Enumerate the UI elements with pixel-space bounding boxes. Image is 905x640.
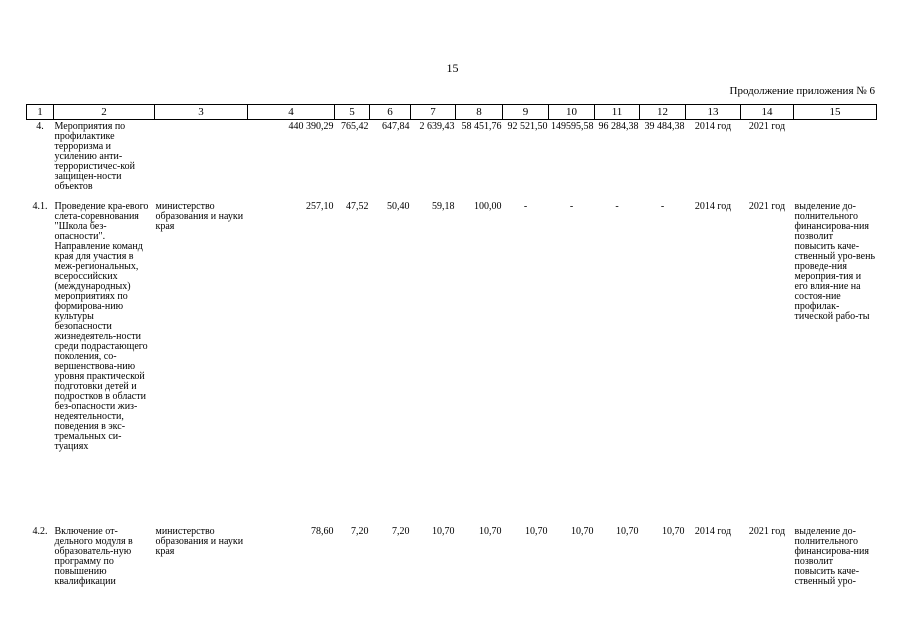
row-year-value: 765,42: [341, 121, 369, 132]
row-end-year: 2021 год: [748, 121, 786, 132]
row-year-value: 10,70: [616, 525, 639, 537]
row-result: выделение до-полнительного финансирова-ния позволит повысить каче-ственный уро-: [794, 525, 869, 587]
header-cell: 6: [370, 105, 411, 120]
row-year-value: 59,18: [432, 200, 455, 212]
continuation-label: Продолжение приложения № 6: [729, 85, 875, 97]
row-start-year: 2014 год: [694, 200, 732, 212]
row-year-value: 100,00: [474, 200, 502, 212]
row-total: 440 390,29: [288, 121, 334, 132]
header-cell: 9: [503, 105, 549, 120]
header-cell: 5: [335, 105, 370, 120]
row-index: 4.1.: [32, 200, 48, 212]
table-row: [27, 200, 877, 525]
header-cell: 10: [549, 105, 595, 120]
row-year-value: 96 284,38: [598, 121, 639, 132]
row-name: Включение от-дельного модуля в образователь-ную программу по повышению квалификации: [54, 525, 133, 587]
header-row: [27, 105, 877, 120]
page-number: 15: [446, 61, 459, 75]
row-year-value: 10,70: [662, 525, 685, 537]
header-cell: 13: [686, 105, 741, 120]
row-name: Мероприятия по профилактике терроризма и усилению анти-террористичес-кой защищен-ности объектов: [54, 121, 136, 192]
row-executor: министерство образования и науки края: [155, 200, 244, 232]
row-start-year: 2014 год: [694, 121, 732, 132]
table-row: [27, 525, 877, 615]
header-cell: 2: [54, 105, 155, 120]
row-start-year: 2014 год: [694, 525, 732, 537]
row-year-value: 10,70: [432, 525, 455, 537]
row-year-value: 47,52: [346, 200, 369, 212]
row-year-value: 7,20: [351, 525, 369, 537]
row-result: [794, 120, 877, 200]
row-year-value: 149595,58: [551, 121, 594, 132]
table-row: [27, 120, 877, 200]
header-cell: 14: [741, 105, 794, 120]
row-executor: министерство образования и науки края: [155, 525, 244, 557]
header-cell: 15: [794, 105, 877, 120]
row-year-value: 39 484,38: [644, 121, 685, 132]
row-end-year: 2021 год: [748, 525, 786, 537]
header-cell: 8: [456, 105, 503, 120]
row-name: Проведение кра-евого слета-соревнования "Школа без-опасности". Направление команд края для участия в меж-региональных, всероссийских (международных) мероприятиях по формирова-нию культуры безопасности жизнедеятель-ности среди подрастающего поколения, со-вершенствова-нию уровня практической подготовки детей и подростков в области без-опасности жиз-недеятельности, поведения в экс-тремальных си-туациях: [54, 200, 149, 452]
row-year-value: 10,70: [525, 525, 548, 537]
row-index: 4.: [36, 121, 44, 132]
row-total: 257,10: [306, 200, 334, 212]
header-cell: 3: [155, 105, 248, 120]
row-end-year: 2021 год: [748, 200, 786, 212]
row-year-value: 58 451,76: [461, 121, 502, 132]
row-year-value: -: [615, 200, 619, 212]
header-cell: 12: [640, 105, 686, 120]
row-year-value: 647,84: [382, 121, 410, 132]
header-cell: 7: [411, 105, 456, 120]
row-year-value: 7,20: [392, 525, 410, 537]
row-year-value: 2 639,43: [419, 121, 455, 132]
row-year-value: -: [660, 200, 665, 212]
row-executor: [155, 120, 248, 200]
row-index: 4.2.: [32, 525, 48, 537]
program-table: [26, 104, 877, 615]
row-total: 78,60: [311, 525, 334, 537]
row-year-value: 10,70: [571, 525, 594, 537]
row-year-value: -: [569, 200, 574, 212]
header-cell: 4: [248, 105, 335, 120]
row-year-value: 50,40: [387, 200, 410, 212]
row-year-value: 92 521,50: [507, 121, 548, 132]
header-cell: 11: [595, 105, 640, 120]
header-cell: 1: [27, 105, 54, 120]
row-year-value: -: [523, 200, 528, 212]
row-year-value: 10,70: [479, 525, 502, 537]
row-result: выделение до-полнительного финансирова-ния позволит повысить каче-ственный уро-вень проведе-ния мероприя-тия и его влия-ние на состоя-ние профилак-тической рабо-ты: [794, 200, 876, 322]
